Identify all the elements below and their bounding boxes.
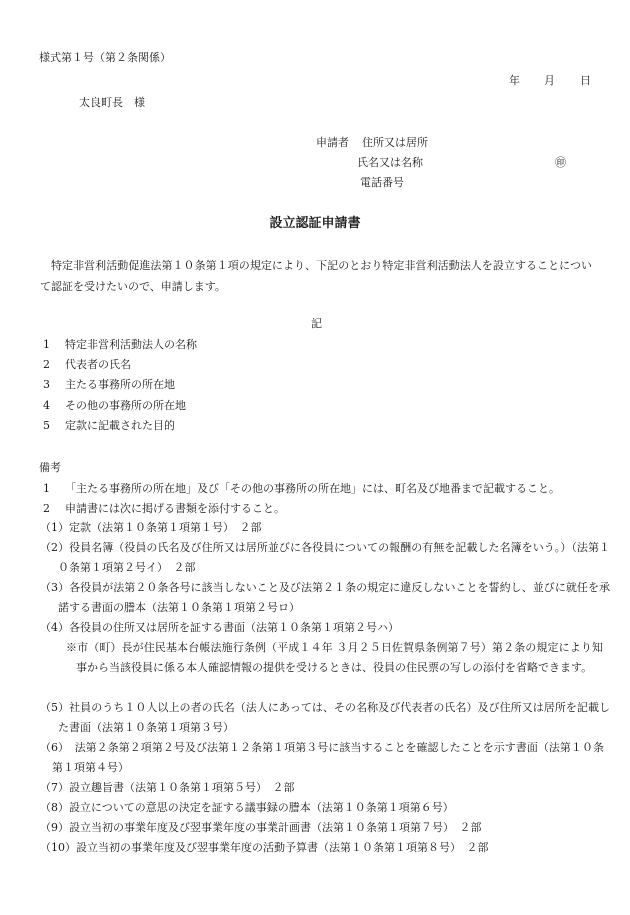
addressee: 太良町長 様 (79, 96, 145, 109)
item-text: 定款に記載された目的 (65, 419, 175, 432)
applicant-label: 申請者 (316, 136, 349, 149)
phone-label: 電話番号 (360, 176, 404, 189)
attachment-item: （9）設立当初の事業年度及び翌事業年度の事業計画書（法第１０条第１項第７号） ２部 (40, 821, 482, 834)
date-year: 年 (509, 74, 520, 87)
attachment-item: （2）役員名簿（役員の氏名及び住所又は居所並びに各役員についての報酬の有無を記載した名簿をいう。）（法第１０条第１項第２号イ） ２部 (40, 541, 610, 574)
attachment-item: （10）設立当初の事業年度及び翌事業年度の活動予算書（法第１０条第１項第８号） ２部 (40, 841, 489, 854)
note-text: 申請書には次に掲げる書類を添付すること。 (65, 502, 285, 515)
attachment-item: （7）設立趣旨書（法第１０条第１項第５号） ２部 (40, 781, 295, 794)
name-label: 氏名又は名称 (357, 156, 423, 169)
item-number: 5 (43, 419, 50, 432)
note-number: 1 (43, 482, 50, 495)
item-number: 4 (43, 399, 50, 412)
date-month: 月 (544, 74, 555, 87)
notes-heading: 備考 (39, 461, 61, 474)
page-title: 設立認証申請書 (269, 216, 361, 231)
attachment-item: （5）社員のうち１０人以上の者の氏名（法人にあっては、その名称及び代表者の氏名）及び住所又は居所を記載した書面（法第１０条第１項第３号） (40, 701, 610, 734)
attachment-item: （6） 法第２条第２項第２号及び法第１２条第１項第３号に該当することを確認したことを示す書面（法第１０条第１項第４号） (40, 741, 604, 774)
form-number: 様式第１号（第２条関係） (39, 51, 171, 64)
note-text: 「主たる事務所の所在地」及び「その他の事務所の所在地」には、町名及び地番まで記載すること。 (65, 482, 560, 495)
item-number: 2 (43, 358, 50, 371)
body-paragraph: 特定非営利活動促進法第１０条第１項の規定により、下記のとおり特定非営利活動法人を設立することについて認証を受けたいので、申請します。 (40, 259, 592, 293)
item-number: 1 (43, 338, 50, 351)
seal-mark: ㊞ (555, 156, 566, 169)
item-text: 特定非営利活動法人の名称 (65, 338, 197, 351)
item-number: 3 (43, 378, 50, 391)
date-day: 日 (580, 74, 591, 87)
address-label: 住所又は居所 (362, 136, 428, 149)
attachment-footnote: ※市（町）長が住民基本台帳法施行条例（平成１４年 ３月２５日佐賀県条例第７号）第２条の規定により知事から当該役員に係る本人確認情報の提供を受けるときは、役員の住民票の写しの添付を省略できます。 (66, 641, 603, 674)
note-number: 2 (43, 502, 50, 515)
attachment-item: （4）各役員の住所又は居所を証する書面（法第１０条第１項第２号ハ） (40, 621, 399, 634)
item-text: 代表者の氏名 (65, 358, 131, 371)
attachment-item: （8）設立についての意思の決定を証する議事録の謄本（法第１０条第１項第６号） (40, 801, 454, 814)
ki-heading: 記 (311, 317, 322, 330)
item-text: その他の事務所の所在地 (65, 399, 186, 412)
item-text: 主たる事務所の所在地 (65, 378, 175, 391)
attachment-item: （3）各役員が法第２０条各号に該当しないこと及び法第２１条の規定に違反しないことを誓約し、並びに就任を承諾する書面の謄本（法第１０条第１項第２号ロ） (40, 581, 610, 614)
attachment-item: （1）定款（法第１０条第１項第１号） ２部 (40, 521, 262, 534)
